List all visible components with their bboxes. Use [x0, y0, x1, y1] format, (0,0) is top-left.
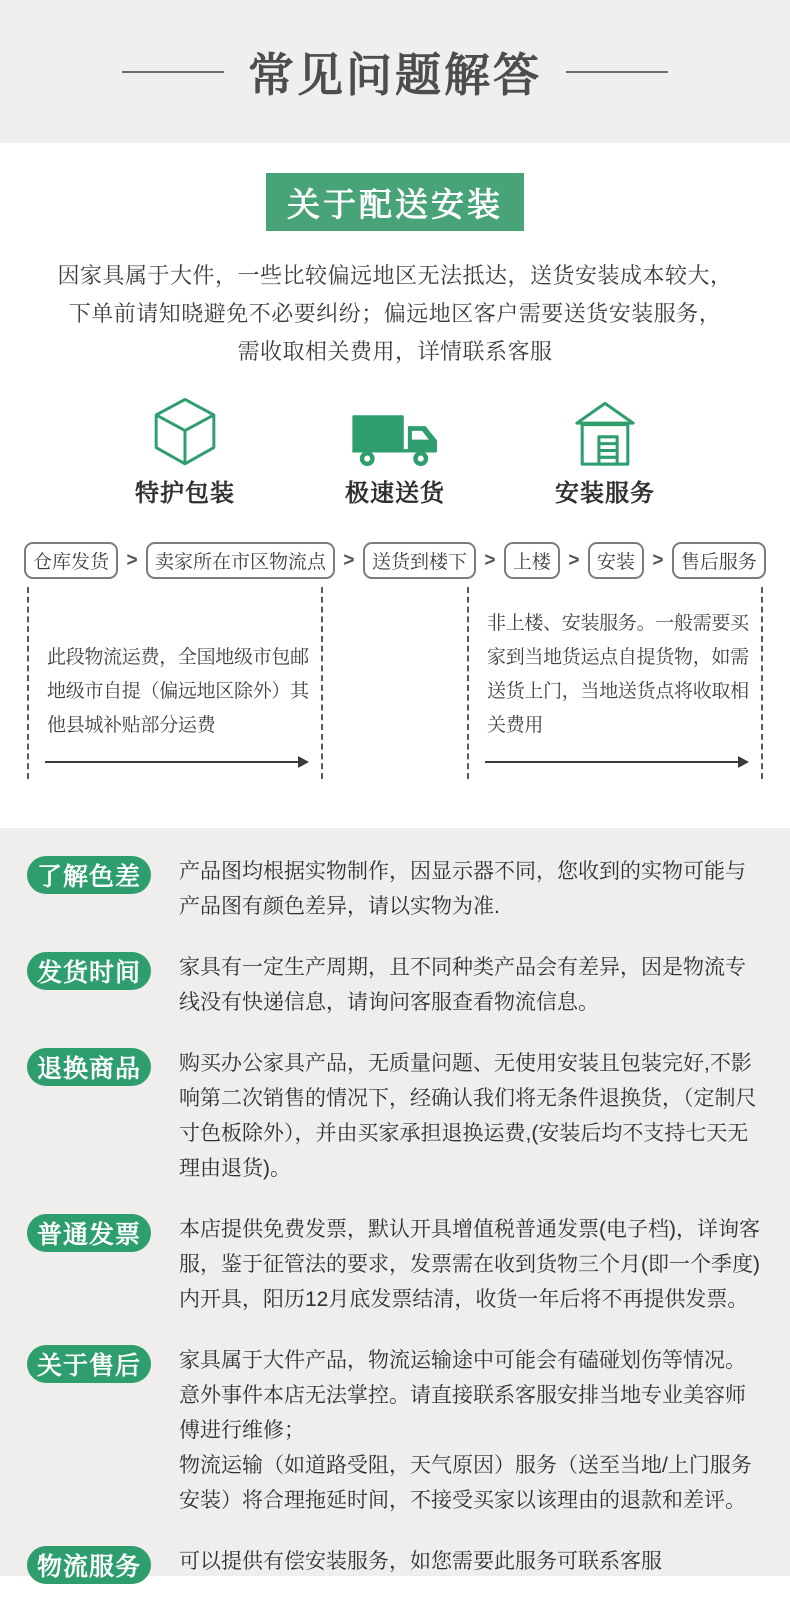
faq-paragraph: 本店提供免费发票，默认开具增值税普通发票(电子档)，详询客服，鉴于征管法的要求，发票需在收到货物三个月(即一个季度)内开具，阳历12月底发票结清，收货一年后将不再提供发票。 [179, 1218, 760, 1311]
flow-step-aftersale: 售后服务 [672, 542, 766, 579]
faq-item-text [179, 1544, 765, 1579]
delivery-flow [0, 542, 790, 579]
intro-line-3: 需收取相关费用，详情联系客服 [237, 339, 553, 364]
feature-installation [541, 393, 669, 508]
faq-item-returns [27, 1046, 765, 1186]
feature-label: 特护包装 [135, 480, 235, 507]
note-text: 非上楼、安装服务。一般需要买家到当地货运点自提货物，如需送货上门，当地送货点将收取相关费用 [487, 613, 749, 736]
faq-item-text [179, 950, 765, 1020]
intro-line-1: 因家具属于大件，一些比较偏远地区无法抵达，送货安装成本较大， [57, 263, 733, 288]
flow-arrow-separator: > [484, 549, 496, 571]
faq-tag-pill: 普通发票 [27, 1214, 151, 1252]
faq-tag-pill: 发货时间 [27, 952, 151, 990]
faq-paragraph: 可以提供有偿安装服务，如您需要此服务可联系客服 [179, 1550, 662, 1573]
right-arrow-line [485, 761, 747, 763]
faq-item-text [179, 1343, 765, 1518]
faq-tag-pill: 关于售后 [27, 1345, 151, 1383]
flow-arrow-separator: > [343, 549, 355, 571]
faq-item-logistics-service [27, 1544, 765, 1584]
faq-paragraph: 家具有一定生产周期，且不同种类产品会有差异，因是物流专线没有快递信息，请询问客服查看物流信息。 [179, 956, 746, 1014]
faq-paragraph: 家具属于大件产品，物流运输途中可能会有磕碰划伤等情况。意外事件本店无法掌控。请直接联系客服安排当地专业美容师傅进行维修； [179, 1349, 746, 1442]
delivery-truck-icon [351, 393, 439, 469]
page-title: 常见问题解答 [248, 48, 542, 101]
title-decoration-line-right [566, 71, 668, 73]
faq-tag-pill: 物流服务 [27, 1546, 151, 1584]
faq-item-invoice [27, 1212, 765, 1317]
page-header [0, 0, 790, 143]
feature-label: 安装服务 [555, 480, 655, 507]
faq-paragraph: 物流运输（如道路受阻，天气原因）服务（送至当地/上门服务安装）将合理拖延时间，不接受买家以该理由的退款和差评。 [179, 1454, 752, 1512]
package-cube-icon [148, 393, 222, 469]
flow-notes [0, 587, 790, 779]
feature-delivery [331, 393, 459, 508]
warehouse-icon [567, 393, 643, 469]
faq-paragraph: 产品图均根据实物制作，因显示器不同，您收到的实物可能与产品图有颜色差异，请以实物为准. [179, 860, 746, 918]
section-badge: 关于配送安装 [266, 173, 524, 231]
flow-arrow-separator: > [568, 549, 580, 571]
flow-step-upstairs: 上楼 [504, 542, 560, 579]
faq-tag-pill: 了解色差 [27, 856, 151, 894]
note-pickup-segment [467, 587, 763, 779]
intro-line-2: 下单前请知晓避免不必要纠纷；偏远地区客户需要送货安装服务， [68, 301, 722, 326]
right-arrow-line [45, 761, 307, 763]
intro-paragraph [0, 257, 790, 371]
title-decoration-line-left [122, 71, 224, 73]
flow-arrow-separator: > [652, 549, 664, 571]
note-shipping-segment [27, 587, 323, 779]
faq-item-aftersale [27, 1343, 765, 1518]
faq-item-text [179, 1046, 765, 1186]
flow-arrow-separator: > [126, 549, 138, 571]
flow-step-logistics-point: 卖家所在市区物流点 [146, 542, 335, 579]
note-text: 此段物流运费，全国地级市包邮地级市自提（偏远地区除外）其他县城补贴部分运费 [47, 647, 309, 736]
faq-tag-pill: 退换商品 [27, 1048, 151, 1086]
faq-paragraph: 购买办公家具产品，无质量问题、无使用安装且包装完好,不影响第二次销售的情况下，经确认我们将无条件退换货，（定制尺寸色板除外），并由买家承担退换运费,(安装后均不支持七天无理由退货)。 [179, 1052, 757, 1180]
feature-packaging [121, 393, 249, 508]
faq-section [0, 828, 790, 1581]
faq-item-text [179, 1212, 765, 1317]
flow-step-install: 安装 [588, 542, 644, 579]
faq-item-text [179, 854, 765, 924]
faq-item-shipping-time [27, 950, 765, 1020]
faq-item-color-difference [27, 854, 765, 924]
feature-label: 极速送货 [345, 480, 445, 507]
feature-row [0, 393, 790, 508]
flow-step-downstairs: 送货到楼下 [363, 542, 476, 579]
flow-step-warehouse: 仓库发货 [24, 542, 118, 579]
